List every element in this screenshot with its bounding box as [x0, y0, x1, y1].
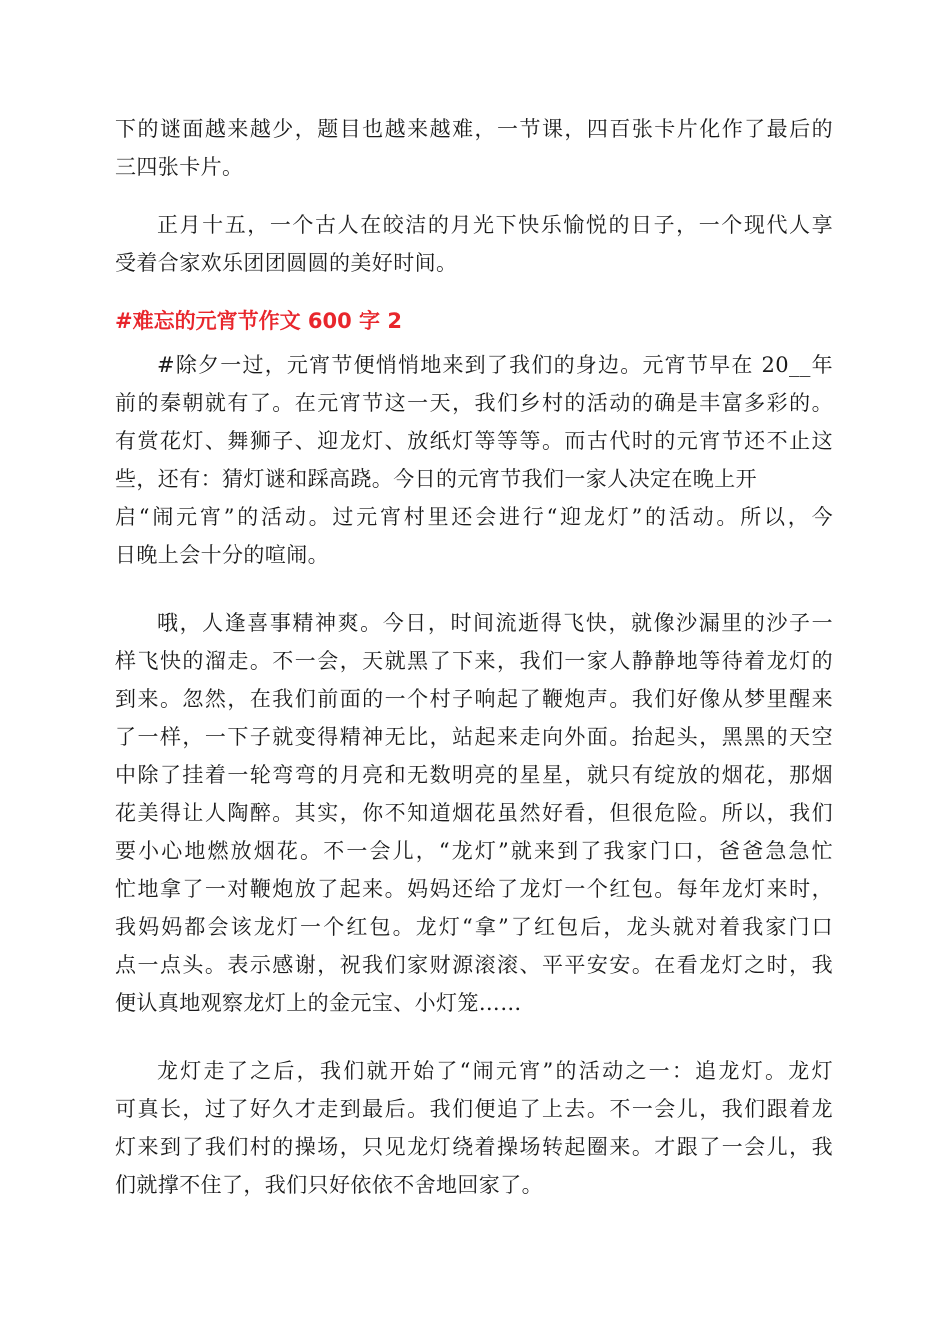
text-line: 日晚上会十分的喧闹。: [115, 543, 329, 567]
text-line: 要小心地燃放烟花。不一会儿，“龙灯”就来到了我家门口，爸爸急急忙: [115, 839, 833, 863]
text-line: 下的谜面越来越少，题目也越来越难，一节课，四百张卡片化作了最后的: [115, 117, 833, 141]
paragraph-5: [115, 1052, 833, 1204]
text-line: 了一样，一下子就变得精神无比，站起来走向外面。抬起头，黑黑的天空: [115, 725, 833, 749]
text-line: 我妈妈都会该龙灯一个红包。龙灯“拿”了红包后，龙头就对着我家门口: [115, 915, 833, 939]
text-line: 正月十五，一个古人在皎洁的月光下快乐愉悦的日子，一个现代人享: [157, 213, 833, 237]
text-line: 便认真地观察龙灯上的金元宝、小灯笼……: [115, 991, 522, 1015]
text-line: 中除了挂着一轮弯弯的月亮和无数明亮的星星，就只有绽放的烟花，那烟: [115, 763, 833, 787]
text-line: 灯来到了我们村的操场，只见龙灯绕着操场转起圈来。才跟了一会儿，我: [115, 1135, 833, 1159]
text-line: 花美得让人陶醉。其实，你不知道烟花虽然好看，但很危险。所以，我们: [115, 801, 833, 825]
text-line: 哦，人逢喜事精神爽。今日，时间流逝得飞快，就像沙漏里的沙子一: [157, 611, 833, 635]
text-line: 三四张卡片。: [115, 155, 244, 179]
text-line: 启“闹元宵”的活动。过元宵村里还会进行“迎龙灯”的活动。所以，今: [115, 505, 833, 529]
text-line: 有赏花灯、舞狮子、迎龙灯、放纸灯等等等。而古代时的元宵节还不止这: [115, 429, 833, 453]
text-line: 受着合家欢乐团团圆圆的美好时间。: [115, 251, 458, 275]
text-line: 样飞快的溜走。不一会，天就黑了下来，我们一家人静静地等待着龙灯的: [115, 649, 833, 673]
text-line: 点一点头。表示感谢，祝我们家财源滚滚、平平安安。在看龙灯之时，我: [115, 953, 833, 977]
document-body: [115, 110, 833, 1204]
section-heading: #难忘的元宵节作文 600 字 2: [115, 309, 402, 333]
text-line: #除夕一过，元宵节便悄悄地来到了我们的身边。元宵节早在 20__年: [157, 353, 833, 377]
paragraph-3: [115, 346, 833, 574]
paragraph-1: [115, 110, 833, 186]
text-line: 前的秦朝就有了。在元宵节这一天，我们乡村的活动的确是丰富多彩的。: [115, 391, 833, 415]
text-line: 龙灯走了之后，我们就开始了“闹元宵”的活动之一：追龙灯。龙灯: [157, 1059, 833, 1083]
text-line: 们就撑不住了，我们只好依依不舍地回家了。: [115, 1173, 543, 1197]
text-line: 到来。忽然，在我们前面的一个村子响起了鞭炮声。我们好像从梦里醒来: [115, 687, 833, 711]
paragraph-4: [115, 604, 833, 1022]
text-line: 忙地拿了一对鞭炮放了起来。妈妈还给了龙灯一个红包。每年龙灯来时，: [115, 877, 833, 901]
text-line: 些，还有：猜灯谜和踩高跷。今日的元宵节我们一家人决定在晚上开: [115, 467, 757, 491]
text-line: 可真长，过了好久才走到最后。我们便追了上去。不一会儿，我们跟着龙: [115, 1097, 833, 1121]
paragraph-2: [115, 206, 833, 282]
